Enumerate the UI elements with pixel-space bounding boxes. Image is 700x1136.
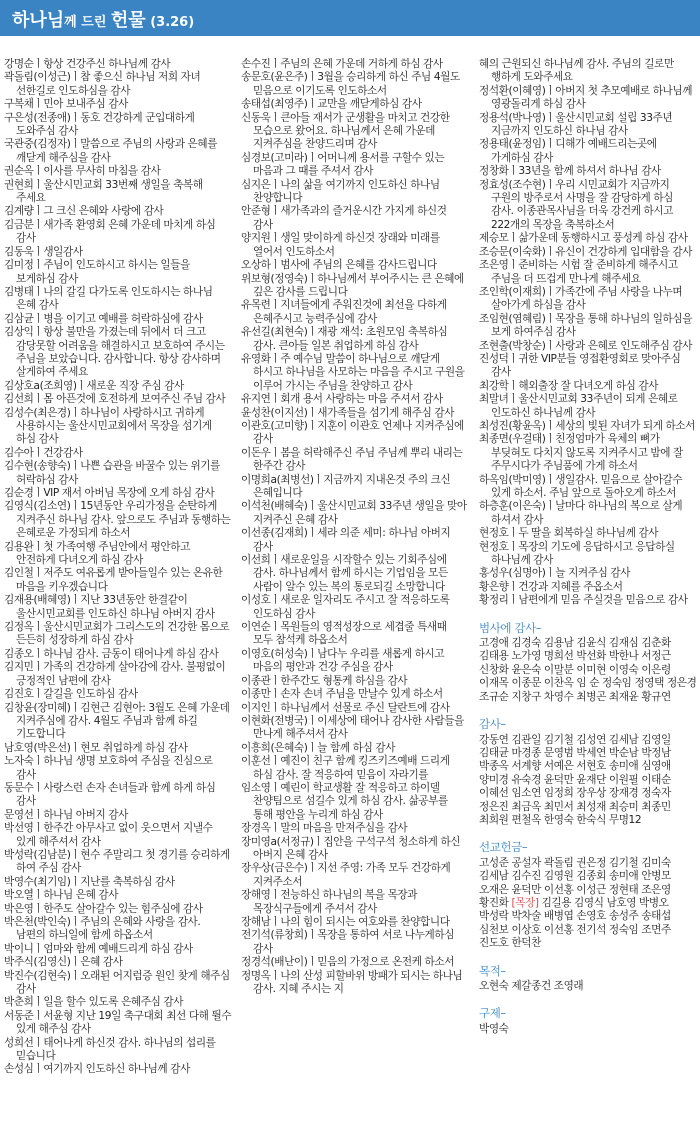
offering-entry: 남호영(박은선)ㅣ현모 취업하게 하심 감사 bbox=[4, 741, 188, 754]
section-names-text: 박영숙 bbox=[479, 1022, 509, 1035]
offering-section bbox=[479, 841, 698, 950]
offering-entry: 제승모ㅣ삶가운데 동행하시고 풍성케 하심 감사 bbox=[479, 232, 688, 245]
title-big: 하나님 bbox=[12, 10, 65, 31]
offering-entry: 송문호(윤은주)ㅣ3월을 승리하게 하신 주님 4월도 믿음으로 이기도록 인도하소서 bbox=[241, 71, 460, 97]
offering-entry: 심경보(고미라)ㅣ어머니께 용서를 구할수 있는 마음과 그 때를 주셔서 감사 bbox=[241, 151, 445, 178]
offering-entry: 양지원ㅣ생일 맞이하게 하신것 장래와 미래를 열어서 인도하소서 bbox=[241, 232, 440, 258]
offering-entry: 정명옥ㅣ나의 산성 피할바위 방패가 되시는 하나님 감사. 지혜 주시는 지 bbox=[241, 969, 463, 996]
offering-entry: 현정호ㅣ두 딸을 회복하실 하나님께 감사 bbox=[479, 527, 659, 540]
offering-entry: 위보형(정영숙)ㅣ하나님께서 부어주시는 큰 은혜에 깊은 감사를 드립니다 bbox=[241, 272, 464, 298]
offering-entry: 손성심ㅣ여기까지 인도하신 하나님께 감사 bbox=[4, 1063, 190, 1076]
offering-entry: 이현화(전병국)ㅣ이세상에 태어나 감사한 사람들을 만나게 해주셔서 감사 bbox=[241, 714, 464, 741]
offering-entry: 정효성(조수현)ㅣ우리 시민교회가 지금까지 구원의 방주로서 사명을 잘 감당하게 하심 감사. 이종관목사님을 더욱 강건케 하시고 222개의 목장을 축복하소서 bbox=[479, 178, 674, 231]
offering-entry: 박은영ㅣ한주도 살아갈수 있는 힘주심에 감사 bbox=[4, 902, 203, 915]
section-names-rest: 김길용 김영식 남호영 박병오 박성락 박차술 배병엽 손영호 송성주 송태섭 심천보 이상호 이선홍 전기석 정숙임 조면주 진도호 한덕찬 bbox=[479, 896, 671, 950]
offering-entry: 이흥희(은혜숙)ㅣ늘 함께 하심 감사 bbox=[241, 741, 396, 754]
offering-entry: 신동욱ㅣ큰아들 재서가 군생활을 마치고 건강한 모습으로 왔어요. 하나님께서 은혜 가운데 지켜주심을 찬양드리며 감사 bbox=[241, 111, 450, 151]
section-names-text: 고경애 김경숙 김용남 김윤식 김재심 김춘화 김태용 노가영 명희선 박선화 박한나 서정근 신창화 윤은숙 이말분 이미현 이영숙 이은령 이재목 이종문 이찬옥 임 순 정숙임 정영택 정은경 조규순 지창구 차영수 최병곤 최재윤 황규연 bbox=[479, 637, 697, 703]
section-names bbox=[479, 1023, 698, 1036]
offering-entry: 황은향ㅣ건강과 지혜를 주옵소서 bbox=[479, 580, 623, 593]
offering-entry: 오상하ㅣ범사에 주님의 은혜를 감사드립니다 bbox=[241, 259, 437, 272]
offering-section bbox=[479, 718, 698, 827]
offering-entry: 진성덕ㅣ귀한 VIP분들 영접환영회로 맞아주심 감사 bbox=[479, 352, 681, 379]
offering-entry: 김삼균ㅣ병을 이기고 예배를 허락하심에 감사 bbox=[4, 312, 203, 325]
title-mid: 께 드린 bbox=[64, 15, 111, 30]
offering-entry: 이선희ㅣ새로운일을 시작할수 있는 기회주심에 감사. 하나님께서 함께 하시는 기업임을 모든 사람이 알수 있는 복의 통로되길 소망합니다 bbox=[241, 554, 448, 593]
offering-entry: 장우상(금은수)ㅣ지선 주영: 가족 모두 건강하게 지켜주소서 bbox=[241, 862, 451, 888]
offering-entry: 이종만ㅣ손자 손녀 주님을 만날수 있게 하소서 bbox=[241, 688, 443, 701]
offering-entry: 김성수(최은경)ㅣ하나님이 사랑하시고 귀하게 사용하시는 울산시민교회에서 목장을 섬기게 하심 감사 bbox=[4, 406, 212, 446]
section-names bbox=[479, 637, 698, 704]
offering-entry: 이훈선ㅣ예진이 친구 함께 킹즈키즈예배 드리게 하심 감사. 잘 적응하여 믿음이 자라기를 bbox=[241, 755, 450, 781]
offering-entry: 정용석(박나영)ㅣ울산시민교회 설립 33주년 지금까지 인도하신 하나님 감사 bbox=[479, 111, 673, 138]
offering-entry: 김병태ㅣ나의 갈길 다가도록 인도하시는 하나님 은혜 감사 bbox=[4, 285, 213, 312]
offering-entry: 김수현(송향숙)ㅣ나쁜 습관을 바꿀수 있는 위기를 허락하심 감사 bbox=[4, 460, 221, 486]
column-1 bbox=[4, 58, 232, 1133]
offering-entry: 심지은ㅣ나의 삶을 여기까지 인도하신 하나님 찬양합니다 bbox=[241, 178, 440, 205]
offering-entry: 최말녀ㅣ울산시민교회 33주년이 되게 은혜로 인도하신 하나님께 감사 bbox=[479, 393, 678, 419]
section-title: 감사– bbox=[479, 717, 506, 732]
offering-entry: 박선영ㅣ한주간 아무사고 없이 웃으면서 지낼수 있게 해주셔서 감사 bbox=[4, 822, 213, 848]
offering-entry: 전기석(류창희)ㅣ목장을 통하여 서로 나누게하심 감사 bbox=[241, 929, 455, 955]
page-title bbox=[12, 6, 194, 32]
offering-entry: 김종오ㅣ하나님 감사. 금동이 태어나게 하심 감사 bbox=[4, 647, 219, 660]
offering-entry: 이지인ㅣ하나님께서 선물로 주신 달란트에 감사 bbox=[241, 701, 450, 714]
offering-entry: 최강학ㅣ해외출장 잘 다녀오게 하심 감사 bbox=[479, 379, 659, 392]
offering-entry: 하층훈(이은숙)ㅣ날마다 하나님의 복으로 살게 하셔서 감사 bbox=[479, 500, 683, 526]
offering-entry: 황정리ㅣ남편에게 믿음 주실것을 믿음으로 감사 bbox=[479, 594, 688, 607]
offering-entry: 이종관ㅣ한주간도 형통케 하심을 감사 bbox=[241, 674, 408, 687]
offering-entry: 조현출(박창순)ㅣ사랑과 은혜로 인도해주심 감사 bbox=[479, 339, 693, 352]
offering-entry: 김계량ㅣ그 크신 은혜와 사랑에 감사 bbox=[4, 205, 164, 218]
offering-entry: 김용완ㅣ첫 가족여행 주님안에서 평안하고 안전하게 다녀오게 하심 감사 bbox=[4, 540, 190, 567]
offering-entry: 김영식(김소연)ㅣ15년동안 우리가정을 순탄하게 지켜주신 하나님 감사. 앞으로도 주님과 동행하는 은혜로운 가정되게 하소서 bbox=[4, 500, 231, 540]
offering-entry: 박오열ㅣ하나님 은혜 감사 bbox=[4, 889, 119, 902]
offering-entry: 정석환(이혜영)ㅣ아버지 첫 추모예배로 하나님께 영광돌리게 하심 감사 bbox=[479, 84, 693, 111]
section-names-text: 고성준 공설자 곽돌림 권은정 김기철 김미숙 김세남 김수진 김영원 김종회 송미애 안병모 오재은 윤덕만 이선홍 이성근 정현태 조은영 bbox=[479, 856, 671, 896]
offering-entry: 김창윤(장미혜)ㅣ김현근 김현아: 3월도 은혜 가운데 지켜주심에 감사. 4월도 주님과 함께 하길 기도합니다 bbox=[4, 701, 230, 741]
offering-entry: 이영호(허성숙)ㅣ남다누 우리를 새롭게 하시고 마음의 평안과 건강 주심을 감사 bbox=[241, 647, 445, 674]
offering-entry: 박진수(김현숙)ㅣ오래된 어지럼증 원인 찾게 해주심 감사 bbox=[4, 969, 230, 996]
offering-entry: 조은영ㅣ준비하는 시험 잘 준비하게 해주시고 주님을 더 뜨겁게 만나게 해주세요 bbox=[479, 259, 678, 285]
offering-entry: 정용태(윤정임)ㅣ디해가 예배드리는곳에 가게하심 감사 bbox=[479, 138, 657, 164]
section-names-text: 강동연 김관일 김기철 김성연 김세남 김영일 김태균 마경종 문영범 박세연 박순남 박정남 박종옥 서계향 서예은 서현호 송미애 심영애 양미경 유숙경 윤덕만 윤재단 이원필 이태순 이혜선 임소연 임정희 장우상 장재경 정숙자 정은진 최금옥 최민서 최성재 최승미 최종민 최희원 편철옥 한영숙 한숙식 무명12 bbox=[479, 733, 671, 826]
cell-group-tag: [목장] bbox=[511, 896, 539, 909]
offering-entry: 조임현(염혜림)ㅣ목장을 통해 하나님의 일하심을 보게 하여주심 감사 bbox=[479, 312, 693, 339]
offering-entry: 장경옥ㅣ말의 마음을 만져주심을 감사 bbox=[241, 822, 408, 835]
offering-entry: 박이니ㅣ엄마와 함께 예배드리게 하심 감사 bbox=[4, 942, 193, 955]
offering-entry: 조인학(이재희)ㅣ가족간에 주님 사랑을 나누며 살아가게 하심을 감사 bbox=[479, 285, 683, 312]
title-big2: 헌물 bbox=[110, 10, 146, 31]
offering-entry: 서동준ㅣ서윤형 지난 19일 축구대회 최선 다해 뛸수 있게 해주심 감사 bbox=[4, 1009, 232, 1036]
section-title: 구제– bbox=[479, 1006, 506, 1021]
section-names-lead: 황진화 bbox=[479, 896, 509, 909]
offering-entry: 구은성(전종애)ㅣ동호 건강하게 군입대하게 도와주심 감사 bbox=[4, 111, 195, 138]
offering-section bbox=[479, 1007, 698, 1036]
section-title: 선교헌금– bbox=[479, 840, 528, 855]
section-title: 목적– bbox=[479, 963, 506, 978]
offering-entry: 정창화ㅣ33년을 함께 하셔서 하나님 감사 bbox=[479, 165, 661, 178]
offering-entry: 이석천(배혜숙)ㅣ울산시민교회 33주년 생일을 맞아 지켜주신 은혜 감사 bbox=[241, 500, 467, 526]
offering-entry: 유선길(최현숙)ㅣ재광 재석: 초원모임 축복하심 감사. 큰아들 일본 취업하게 하심 감사 bbox=[241, 326, 448, 352]
offering-section bbox=[479, 965, 698, 994]
offering-entry: 김미정ㅣ주님이 인도하시고 하시는 일들을 보게하심 감사 bbox=[4, 259, 190, 285]
offering-entry: 김상호a(조희영)ㅣ새로운 직장 주심 감사 bbox=[4, 379, 184, 392]
offering-entry: 문영선ㅣ하나님 아버지 감사 bbox=[4, 808, 128, 821]
offering-entry: 권순옥ㅣ이사를 무사히 마침을 감사 bbox=[4, 165, 161, 178]
offering-entry: 정경석(배난이)ㅣ믿음의 가정으로 온전케 하소서 bbox=[241, 956, 455, 969]
offering-entry: 곽돌림(이성근)ㅣ참 좋으신 하나님 저희 자녀 선한길로 인도하심을 감사 bbox=[4, 71, 201, 97]
section-title: 범사에 감사– bbox=[479, 620, 542, 635]
offering-entry: 현정호ㅣ목장의 기도에 응답하시고 응답하실 하나님께 감사 bbox=[479, 540, 675, 567]
offering-entry: 김순경ㅣVIP 재서 아버님 목장에 오게 하심 감사 bbox=[4, 487, 215, 499]
offering-entry: 장미영a(서정규)ㅣ집안을 구석구석 청소하게 하신 아버지 은혜 감사 bbox=[241, 835, 461, 861]
offering-entry: 김인철ㅣ저주도 여유롭게 받아들일수 있는 온유한 마음을 키우겠습니다 bbox=[4, 567, 223, 593]
offering-entry: 유영화ㅣ주 예수님 말씀이 하나님으로 깨닫게 하시고 하나님을 사모하는 마음을 주시고 구원을 이루어 가시는 주님을 찬양하고 감사 bbox=[241, 352, 465, 392]
offering-entry: 이관호(고미향)ㅣ지훈이 이관호 언제나 지켜주심에 감사 bbox=[241, 419, 464, 446]
offering-entry: 박은천(박인숙)ㅣ주님의 은혜와 사랑을 감사. 남편의 하늬일에 함께 하옵소서 bbox=[4, 916, 201, 942]
offering-entry: 김수아ㅣ건강감사 bbox=[4, 446, 83, 459]
offering-entry: 이돈우ㅣ봄을 허락해주신 주님 주님께 뿌리 내리는 한주간 감사 bbox=[241, 446, 463, 473]
offering-entry: 김재용(배혜영)ㅣ지난 33년동안 한결같이 울산시민교회를 인도하신 하나님 아버지 감사 bbox=[4, 594, 215, 620]
offering-entry: 임소영ㅣ예린이 학교생활 잘 적응하고 하이델 찬양팀으로 섬길수 있게 하심 감사. 삶공부를 통해 평안을 누리게 하심 감사 bbox=[241, 781, 448, 821]
offering-entry: 김지민ㅣ가족의 건강하게 살아감에 감사. 불평없이 긍정적인 남편에 감사 bbox=[4, 661, 226, 687]
offering-entry: 혜의 근원되신 하나님께 감사. 주님의 길로만 행하게 도와주세요 bbox=[479, 58, 674, 84]
offering-entry: 권현희ㅣ울산시민교회 33번째 생일을 축복해 주세요 bbox=[4, 178, 203, 205]
offering-entry: 김금분ㅣ새가족 환영회 은혜 가운데 마치게 하심 감사 bbox=[4, 218, 216, 245]
offering-entry: 이성호ㅣ새로운 일자리도 주시고 잘 적응하도록 인도하심 감사 bbox=[241, 594, 450, 620]
column-3 bbox=[479, 58, 698, 1133]
offering-entry: 성희선ㅣ태어나게 하신것 감사. 하나님의 섭리를 믿습니다 bbox=[4, 1036, 216, 1063]
title-date: (3.26) bbox=[145, 15, 195, 30]
offering-entry: 유목련ㅣ지녀들에게 주워진것에 최선을 다하게 은혜주시고 능력주심에 감사 bbox=[241, 299, 447, 325]
offering-entry: 이선종(김재희)ㅣ세라 의준 세미: 하나님 아버지 감사 bbox=[241, 527, 451, 553]
offering-entry: 김진호ㅣ갈길을 인도하심 감사 bbox=[4, 688, 138, 701]
offering-section bbox=[479, 622, 698, 704]
offering-entry: 강명순ㅣ항상 건강주신 하나님께 감사 bbox=[4, 58, 171, 70]
offering-entry: 장해남ㅣ나의 힘이 되시는 여호와를 찬양합니다 bbox=[241, 916, 450, 928]
offering-entry: 홍성우(심명아)ㅣ늘 지켜주심 감사 bbox=[479, 567, 631, 580]
offering-entry: 박영수(최기임)ㅣ지난를 축복하심 감사 bbox=[4, 875, 175, 888]
offering-entry: 윤성찬(이지선)ㅣ새가족들을 섬기게 해주심 감사 bbox=[241, 406, 455, 419]
offering-entry: 김정옥ㅣ울산시민교회가 그리스도의 건강한 몸으로 든든히 성장하게 하심 감사 bbox=[4, 621, 230, 647]
sections bbox=[479, 622, 698, 1037]
offering-entry: 김선희ㅣ몸 아픈것에 호전하게 보여주신 주님 감사 bbox=[4, 393, 226, 406]
section-names bbox=[479, 980, 698, 993]
column-3-entries bbox=[479, 58, 698, 608]
offering-entry: 최종면(우걸태)ㅣ친정엄마가 육체의 뼈가 부딪혀도 다치지 않도록 지켜주시고 밤에 잘 주무시다가 주님품에 가게 하소서 bbox=[479, 433, 683, 473]
offering-entry: 손수진ㅣ주님의 은혜 가운데 거하게 하심 감사 bbox=[241, 58, 443, 70]
offering-entry: 박성락(김남분)ㅣ현수 주말리그 첫 경기를 승리하게 하여 주심 감사 bbox=[4, 848, 230, 875]
offering-entry: 김동욱ㅣ생일감사 bbox=[4, 245, 83, 258]
column-2 bbox=[241, 58, 469, 1133]
page-header bbox=[0, 0, 700, 36]
offering-entry: 국관중(김정자)ㅣ말씀으로 주님의 사랑과 은혜를 깨닫게 해주심을 감사 bbox=[4, 138, 218, 164]
offering-entry: 동문수ㅣ사랑스런 손자 손녀들과 함께 하게 하심 감사 bbox=[4, 781, 216, 808]
offering-entry: 최성진(황윤옥)ㅣ세상의 빛된 자녀가 되게 하소서 bbox=[479, 419, 696, 432]
offering-entry: 이연순ㅣ목원들의 영적성장으로 세겹줄 특새때 모두 참석케 하옵소서 bbox=[241, 621, 447, 647]
offering-entry: 김상익ㅣ항상 불만을 가졌는데 뒤에서 더 크고 감당못할 어려움을 해결하시고 보호하여 주시는 주님을 보았습니다. 감사합니다. 항상 감사하며 살게하여 주세요 bbox=[4, 326, 225, 379]
section-names-text: 오현숙 제갈종건 조영래 bbox=[479, 980, 584, 992]
offering-entry: 박주식(김영신)ㅣ은혜 감사 bbox=[4, 956, 123, 969]
offering-entry: 장해영ㅣ전능하신 하나님의 복을 목장과 목장식구들에게 주셔서 감사 bbox=[241, 889, 418, 915]
offering-entry: 조승문(이숙화)ㅣ유신이 건강하게 입대함을 감사 bbox=[479, 245, 693, 258]
offering-entry: 하옥임(박미영)ㅣ생일감사. 믿음으로 살아갈수 있게 하소서. 주님 앞으로 돌아오게 하소서 bbox=[479, 473, 683, 499]
offering-entry: 이명희a(최병선)ㅣ지금까지 지내온것 주의 크신 은혜입니다 bbox=[241, 473, 451, 499]
section-names bbox=[479, 734, 698, 828]
offering-entry: 박춘희ㅣ일을 할수 있도록 은혜주심 감사 bbox=[4, 996, 184, 1009]
offering-entry: 노자숙ㅣ하나님 생명 보호하여 주심을 진심으로 감사 bbox=[4, 755, 213, 781]
offering-entry: 구복채ㅣ민아 보내주심 감사 bbox=[4, 98, 128, 111]
section-names bbox=[479, 857, 698, 951]
offering-entry: 송태섭(최영주)ㅣ교만을 깨닫게하심 감사 bbox=[241, 98, 422, 111]
offering-entry: 안준형ㅣ새가족과의 즐거운시간 가지게 하신것 감사 bbox=[241, 205, 447, 231]
offering-entry: 유지연ㅣ회개 용서 사랑하는 마음 주셔서 감사 bbox=[241, 393, 443, 406]
